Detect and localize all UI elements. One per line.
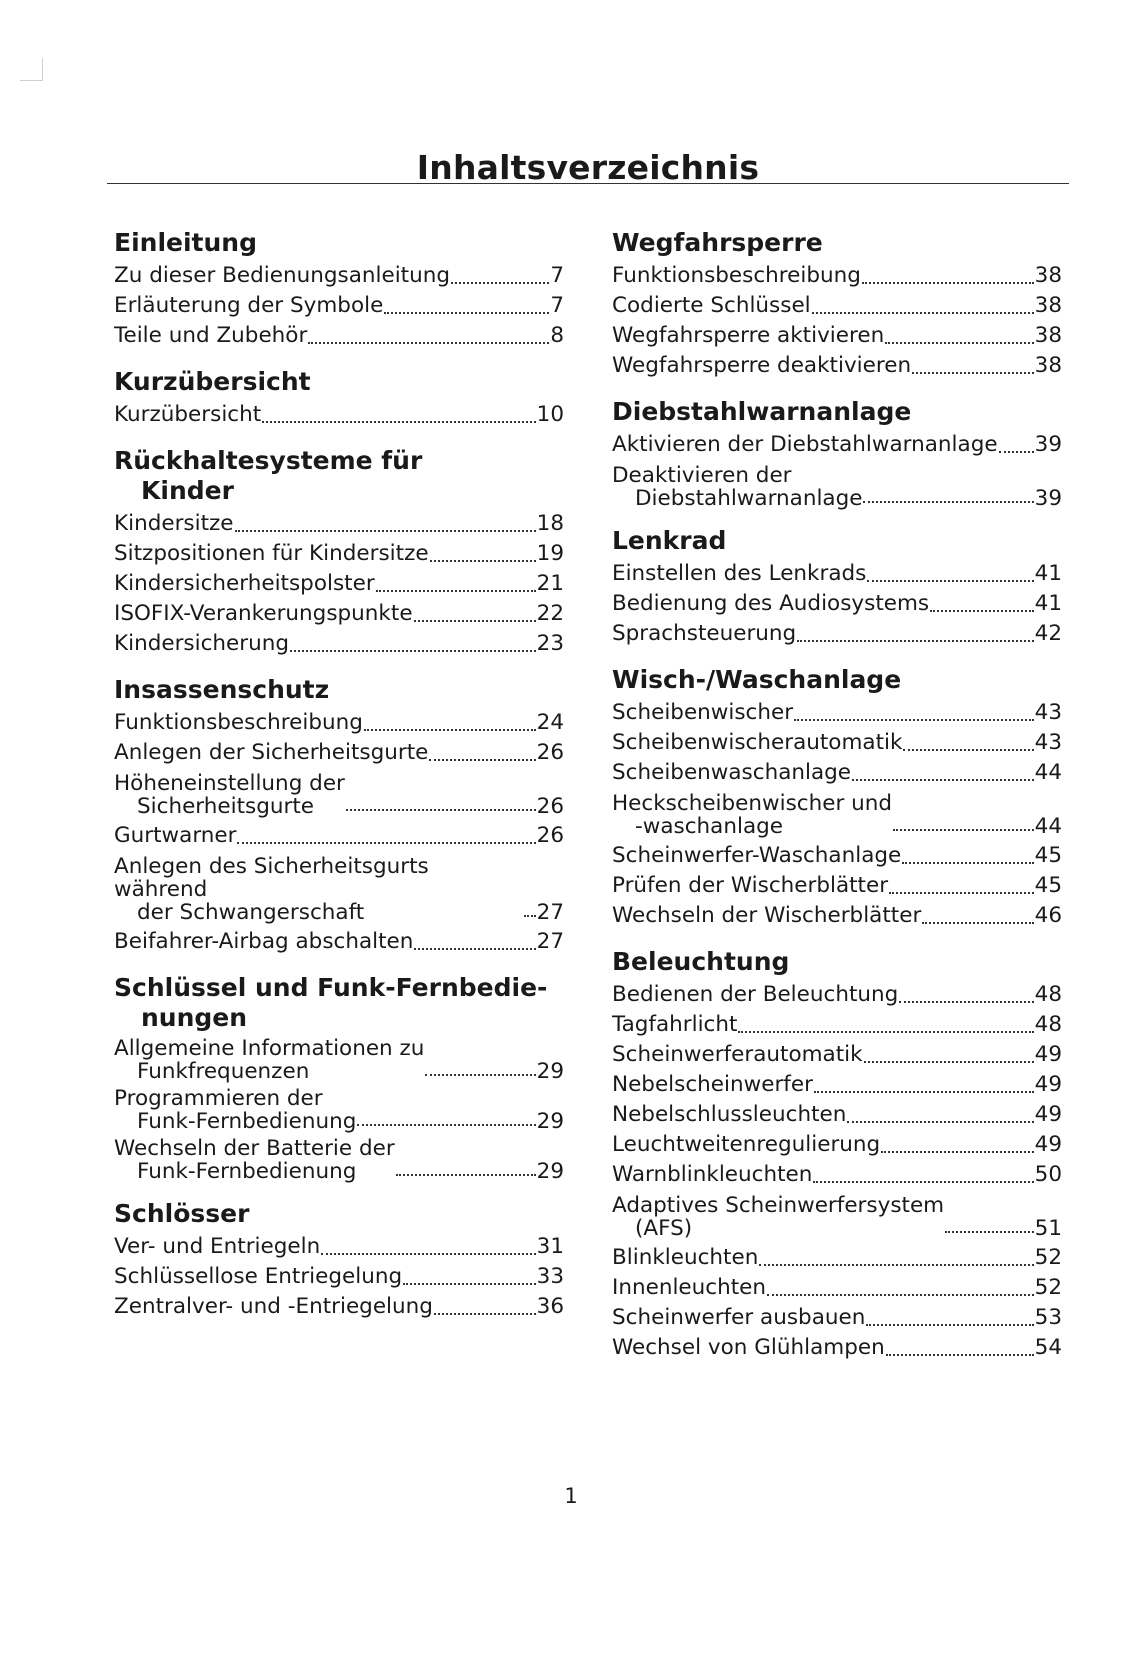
toc-entry-page: 46 [1034,903,1062,928]
toc-entry[interactable] [114,772,564,818]
toc-entry-page: 43 [1034,700,1062,725]
toc-entry[interactable] [612,321,1062,351]
toc-entry[interactable] [612,1100,1062,1130]
toc-entry-text: Zu dieser Bedienungsanleitung [114,263,451,288]
toc-entry-page: 18 [536,511,564,536]
toc-entry[interactable] [612,792,1062,838]
toc-entry[interactable] [612,559,1062,589]
toc-entry-text: Adaptives Scheinwerfersystem [612,1193,945,1218]
toc-entry-title [612,728,902,758]
toc-entry[interactable] [612,351,1062,381]
toc-entry-page: 42 [1034,621,1062,646]
toc-entry-title [612,430,998,460]
toc-entry-text-continuation: Funkfrequenzen [137,1059,310,1084]
toc-entry[interactable] [114,599,564,629]
toc-entry-title [612,291,811,321]
toc-entry-page: 44 [1034,760,1062,785]
toc-section [114,446,564,659]
section-heading-text: Lenkrad [612,526,727,555]
toc-section [114,1199,564,1322]
toc-entry-page: 48 [1034,1012,1062,1037]
dot-leader [930,610,1034,612]
toc-entry-title [612,1273,766,1303]
toc-entry-title [114,1262,402,1292]
dot-leader [864,1061,1034,1063]
toc-entry-text: Blinkleuchten [612,1245,759,1270]
dot-leader [403,1283,536,1285]
toc-entry-page: 39 [1034,486,1062,511]
toc-entry-title [114,539,429,569]
toc-entry-text: Teile und Zubehör [114,323,308,348]
toc-entry-title [114,708,363,738]
dot-leader [862,282,1034,284]
toc-entry-page: 41 [1034,561,1062,586]
toc-entry-text-continuation: Funk-Fernbedienung [137,1159,357,1184]
dot-leader [902,862,1033,864]
dot-leader [889,892,1034,894]
page-number: 1 [564,1484,578,1508]
toc-entry-title [612,1333,885,1363]
dot-leader [429,759,535,761]
toc-entry-text: Leuchtweitenregulierung [612,1132,881,1157]
toc-entry-page: 49 [1034,1102,1062,1127]
toc-entry[interactable] [612,698,1062,728]
toc-entry-text: Kindersicherung [114,631,290,656]
toc-entry[interactable] [612,901,1062,931]
toc-entry-page: 10 [536,402,564,427]
toc-entry-page: 29 [536,1159,564,1184]
toc-entry-page: 27 [536,900,564,925]
section-heading-text: Diebstahlwarnanlage [612,397,912,426]
dot-leader [376,590,536,592]
dot-leader [885,342,1033,344]
section-heading [612,947,1062,977]
section-heading [612,397,1062,427]
toc-entry-page: 51 [1034,1216,1062,1241]
toc-entry-text: Höheneinstellung der [114,771,345,796]
dot-leader [237,842,535,844]
dot-leader [434,1313,536,1315]
dot-leader [794,719,1034,721]
toc-entry[interactable] [612,1130,1062,1160]
toc-entry-page: 53 [1034,1305,1062,1330]
toc-entry-text: Scheinwerferautomatik [612,1042,863,1067]
toc-entry-page: 27 [536,929,564,954]
toc-entry[interactable] [612,1070,1062,1100]
section-heading-text: Schlüssel und Funk-Fernbedie- [114,973,548,1002]
toc-entry-page: 38 [1034,263,1062,288]
toc-section [114,973,564,1183]
dot-leader [767,1294,1034,1296]
toc-entry-page: 19 [536,541,564,566]
toc-entry-text: Schlüssellose Entriegelung [114,1264,403,1289]
toc-entry-text: Scheinwerfer ausbauen [612,1305,866,1330]
toc-section [114,675,564,957]
toc-section [612,665,1062,931]
toc-entry-page: 38 [1034,353,1062,378]
toc-entry-text: Anlegen des Sicherheitsgurts während [114,854,429,902]
toc-entry-page: 21 [536,571,564,596]
toc-entry[interactable] [612,589,1062,619]
dot-leader [308,342,549,344]
toc-left-column [114,228,564,1338]
section-heading [612,526,1062,556]
toc-entry-text: Deaktivieren der [612,463,792,488]
toc-entry-text: Heckscheibenwischer und [612,791,893,816]
toc-entry[interactable] [114,1037,564,1083]
toc-entry-title [612,841,901,871]
toc-entry[interactable] [612,728,1062,758]
toc-entry[interactable] [114,400,564,430]
toc-entry[interactable] [612,980,1062,1010]
dot-leader [814,1091,1034,1093]
toc-entry[interactable] [114,321,564,351]
toc-entry-title [612,980,898,1010]
dot-leader [430,560,536,562]
section-heading-text: Wisch-/Waschanlage [612,665,902,694]
toc-entry-title [612,1160,812,1190]
toc-entry-title [612,1070,813,1100]
toc-entry[interactable] [114,1232,564,1262]
toc-entry-title [612,1243,758,1273]
toc-entry-title [612,1303,865,1333]
toc-entry-title [114,1087,356,1133]
toc-entry[interactable] [114,1292,564,1322]
toc-entry-text: Codierte Schlüssel [612,293,811,318]
toc-entry-text: Wechseln der Wischerblätter [612,903,922,928]
toc-entry-text: Scheibenwaschanlage [612,760,852,785]
toc-entry-text: Ver- und Entriegeln [114,1234,321,1259]
toc-entry[interactable] [612,1333,1062,1363]
toc-entry-page: 45 [1034,873,1062,898]
section-heading-text: Insassenschutz [114,675,330,704]
toc-entry-text: Scheibenwischer [612,700,794,725]
dot-leader [893,829,1034,831]
title-rule [107,183,1069,184]
toc-entry[interactable] [114,569,564,599]
toc-entry-title [612,758,851,788]
toc-entry-text: Beifahrer-Airbag abschalten [114,929,414,954]
dot-leader [290,650,536,652]
toc-entry-title [114,1232,320,1262]
dot-leader [945,1231,1034,1233]
toc-entry[interactable] [114,629,564,659]
section-heading [612,665,1062,695]
section-heading-continuation: nungen [141,1003,248,1032]
toc-section [612,526,1062,649]
toc-entry-title [114,629,289,659]
dot-leader [384,312,549,314]
section-heading-text: Wegfahrsperre [612,228,823,257]
toc-entry-text: Allgemeine Informationen zu [114,1036,425,1061]
toc-entry-title [612,1100,846,1130]
toc-entry-text: Wechseln der Batterie der [114,1136,395,1161]
toc-entry[interactable] [612,1010,1062,1040]
toc-entry-title [114,321,307,351]
toc-entry-page: 49 [1034,1072,1062,1097]
toc-entry-title [114,1037,424,1083]
toc-entry-text: Programmieren der [114,1086,323,1111]
toc-entry-title [114,927,413,957]
toc-entry-page: 41 [1034,591,1062,616]
dot-leader [346,809,536,811]
toc-entry-title [612,1040,863,1070]
toc-entry[interactable] [114,509,564,539]
toc-entry-page: 33 [536,1264,564,1289]
toc-entry-title [612,901,921,931]
toc-entry-title [114,1292,433,1322]
dot-leader [425,1074,535,1076]
toc-entry-page: 22 [536,601,564,626]
toc-entry-page: 48 [1034,982,1062,1007]
toc-entry-text: Bedienen der Beleuchtung [612,982,899,1007]
toc-entry[interactable] [612,1243,1062,1273]
toc-entry[interactable] [612,430,1062,460]
toc-entry-text: Innenleuchten [612,1275,767,1300]
dot-leader [321,1253,535,1255]
toc-entry[interactable] [612,871,1062,901]
crop-mark [20,58,43,81]
toc-section [114,367,564,430]
section-heading [612,228,1062,258]
toc-entry-title [612,1130,880,1160]
toc-entry-page: 29 [536,1109,564,1134]
toc-entry[interactable] [114,539,564,569]
toc-entry[interactable] [114,708,564,738]
toc-entry-title [612,464,862,510]
toc-entry-text: Kurzübersicht [114,402,262,427]
toc-entry-page: 52 [1034,1245,1062,1270]
toc-entry-text: Einstellen des Lenkrads [612,561,867,586]
toc-entry-page: 38 [1034,293,1062,318]
toc-entry-page: 54 [1034,1335,1062,1360]
dot-leader [852,779,1034,781]
toc-entry-title [612,321,884,351]
toc-entry-text-continuation: Sicherheitsgurte [137,794,314,819]
toc-entry-title [612,1194,944,1240]
toc-entry-text: Funktionsbeschreibung [612,263,861,288]
toc-entry[interactable] [114,291,564,321]
section-heading [114,228,564,258]
dot-leader [414,620,536,622]
toc-entry-page: 50 [1034,1162,1062,1187]
section-heading-continuation: Kinder [141,476,234,505]
toc-entry[interactable] [612,1303,1062,1333]
toc-entry[interactable] [114,738,564,768]
toc-entry-page: 31 [536,1234,564,1259]
toc-entry-text: Funktionsbeschreibung [114,710,363,735]
section-heading-text: Kurzübersicht [114,367,311,396]
toc-entry-text: Warnblinkleuchten [612,1162,813,1187]
dot-leader [451,282,549,284]
page-title: Inhaltsverzeichnis [416,148,760,188]
toc-entry-text: Prüfen der Wischerblätter [612,873,889,898]
dot-leader [863,501,1033,503]
dot-leader [812,312,1034,314]
dot-leader [847,1121,1033,1123]
toc-entry-text: Sprachsteuerung [612,621,797,646]
section-heading [114,367,564,397]
section-heading-text: Schlösser [114,1199,250,1228]
toc-entry-title [612,619,796,649]
toc-entry-text: ISOFIX-Verankerungspunkte [114,601,413,626]
toc-entry-text: Nebelscheinwerfer [612,1072,813,1097]
toc-entry-page: 7 [550,293,564,318]
toc-entry-title [114,509,234,539]
toc-entry-page: 44 [1034,814,1062,839]
toc-entry-page: 26 [536,823,564,848]
toc-entry-title [612,261,861,291]
toc-entry-title [612,698,793,728]
toc-entry-text-continuation: Diebstahlwarnanlage [635,486,863,511]
toc-entry[interactable] [612,619,1062,649]
dot-leader [235,530,536,532]
toc-entry-page: 49 [1034,1132,1062,1157]
dot-leader [364,729,536,731]
toc-entry-page: 26 [536,794,564,819]
toc-entry-text: Kindersitze [114,511,234,536]
dot-leader [759,1264,1033,1266]
dot-leader [797,640,1033,642]
toc-entry-page: 38 [1034,323,1062,348]
toc-entry[interactable] [114,927,564,957]
dot-leader [886,1354,1034,1356]
toc-entry-title [612,589,929,619]
toc-section [612,947,1062,1363]
section-heading-text: Einleitung [114,228,257,257]
toc-entry-text: Erläuterung der Symbole [114,293,384,318]
toc-entry-text: Bedienung des Audiosystems [612,591,930,616]
toc-entry-page: 39 [1034,432,1062,457]
dot-leader [262,421,535,423]
toc-entry-page: 45 [1034,843,1062,868]
toc-entry-text: Sitzpositionen für Kindersitze [114,541,429,566]
toc-entry[interactable] [114,1137,564,1183]
toc-entry-title [114,1137,395,1183]
toc-entry[interactable] [612,1160,1062,1190]
toc-entry-title [612,1010,737,1040]
toc-entry-text: Tagfahrlicht [612,1012,738,1037]
toc-entry-text: Zentralver- und -Entriegelung [114,1294,433,1319]
toc-entry-text: Wegfahrsperre aktivieren [612,323,885,348]
toc-entry-title [114,400,261,430]
toc-section [612,397,1062,510]
toc-entry-text-continuation: -waschanlage [635,814,783,839]
toc-entry-text: Aktivieren der Diebstahlwarnanlage [612,432,998,457]
dot-leader [524,915,536,917]
section-heading [114,1199,564,1229]
dot-leader [813,1181,1033,1183]
toc-entry-title [114,772,345,818]
dot-leader [867,580,1033,582]
toc-entry-text-continuation: (AFS) [635,1216,693,1241]
toc-entry-title [612,559,866,589]
toc-entry[interactable] [612,1040,1062,1070]
toc-entry[interactable] [114,261,564,291]
section-heading-text: Rückhaltesysteme für [114,446,423,475]
dot-leader [866,1324,1033,1326]
toc-entry-page: 29 [536,1059,564,1084]
toc-entry-title [114,821,236,851]
toc-entry-title [114,599,413,629]
dot-leader [738,1031,1033,1033]
toc-entry-text: Gurtwarner [114,823,237,848]
toc-entry[interactable] [114,1262,564,1292]
toc-entry-title [612,871,888,901]
toc-entry-page: 43 [1034,730,1062,755]
dot-leader [903,749,1033,751]
toc-entry[interactable] [612,1273,1062,1303]
toc-entry-text-continuation: Funk-Fernbedienung [137,1109,357,1134]
section-heading [114,446,564,506]
toc-entry[interactable] [114,855,564,924]
toc-entry-title [612,351,911,381]
toc-entry-title [114,855,523,924]
toc-entry-text: Scheibenwischerautomatik [612,730,903,755]
dot-leader [881,1151,1033,1153]
dot-leader [396,1174,536,1176]
toc-entry-page: 52 [1034,1275,1062,1300]
toc-entry-text: Nebelschlussleuchten [612,1102,847,1127]
dot-leader [912,372,1034,374]
toc-entry-text: Scheinwerfer-Waschanlage [612,843,902,868]
toc-entry[interactable] [612,841,1062,871]
toc-entry-text: Wegfahrsperre deaktivieren [612,353,912,378]
dot-leader [414,948,535,950]
toc-entry[interactable] [612,1194,1062,1240]
toc-entry[interactable] [114,1087,564,1133]
section-heading-text: Beleuchtung [612,947,790,976]
dot-leader [999,451,1034,453]
toc-entry-title [114,261,450,291]
dot-leader [357,1124,535,1126]
toc-entry[interactable] [114,821,564,851]
toc-entry[interactable] [612,758,1062,788]
toc-entry-text: Wechsel von Glühlampen [612,1335,885,1360]
toc-entry[interactable] [612,291,1062,321]
toc-entry-text: Anlegen der Sicherheitsgurte [114,740,429,765]
toc-entry-title [114,569,375,599]
toc-entry-page: 23 [536,631,564,656]
toc-entry-text: Kindersicherheitspolster [114,571,375,596]
toc-entry-page: 49 [1034,1042,1062,1067]
section-heading [114,973,564,1033]
toc-entry[interactable] [612,261,1062,291]
toc-section [114,228,564,351]
toc-entry-page: 7 [550,263,564,288]
toc-entry[interactable] [612,464,1062,510]
section-heading [114,675,564,705]
toc-entry-page: 8 [550,323,564,348]
toc-entry-title [114,291,383,321]
toc-section [612,228,1062,381]
toc-entry-title [612,792,892,838]
toc-entry-title [114,738,428,768]
toc-right-column [612,228,1062,1379]
toc-entry-text-continuation: der Schwangerschaft [137,900,365,925]
dot-leader [899,1001,1033,1003]
toc-entry-page: 24 [536,710,564,735]
dot-leader [922,922,1033,924]
toc-entry-page: 26 [536,740,564,765]
toc-entry-page: 36 [536,1294,564,1319]
